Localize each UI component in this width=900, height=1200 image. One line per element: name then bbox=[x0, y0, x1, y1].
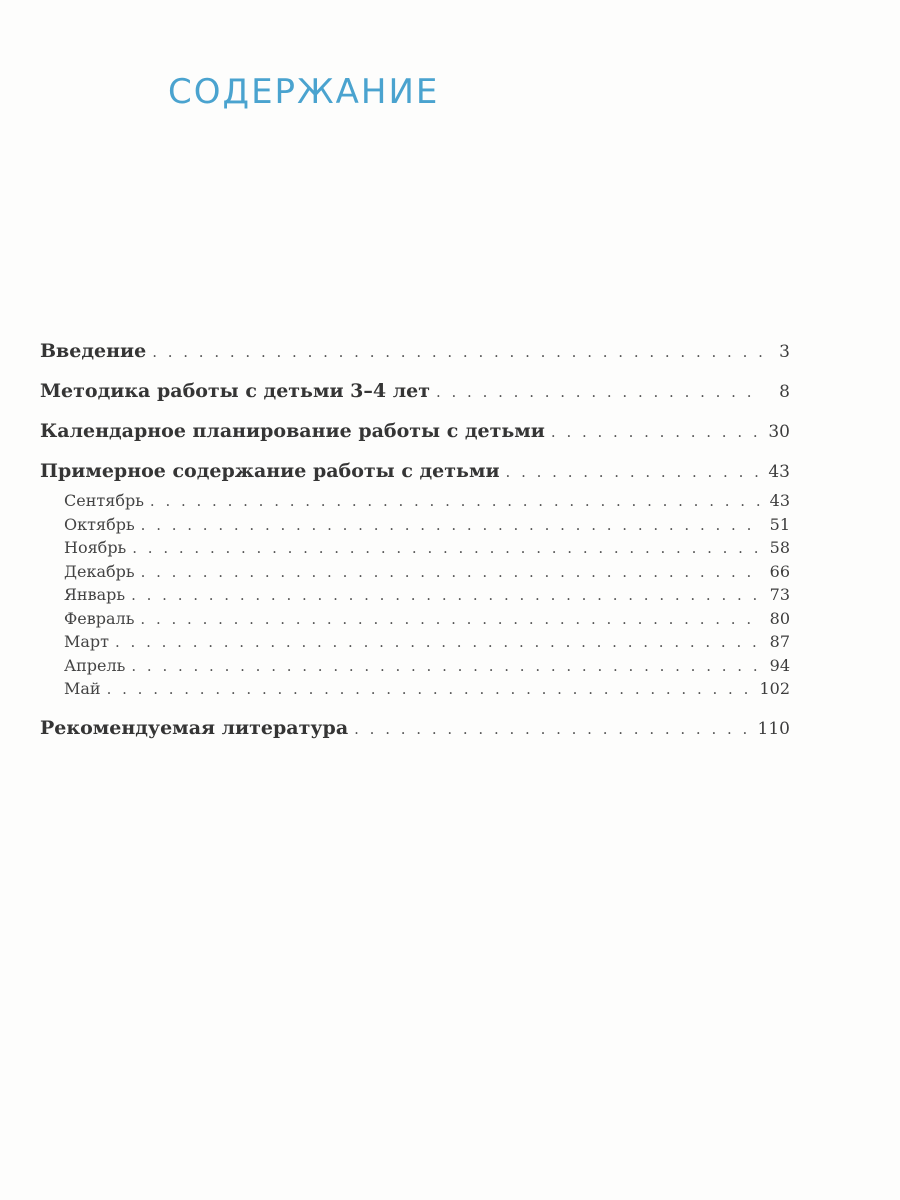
toc-entry-label: Рекомендуемая литература bbox=[40, 716, 349, 739]
toc-subentry-page: 66 bbox=[769, 561, 790, 581]
toc-subentry-label: Декабрь bbox=[64, 561, 135, 581]
dot-leader bbox=[115, 633, 762, 651]
dot-leader bbox=[141, 563, 762, 581]
dot-leader bbox=[131, 657, 762, 675]
dot-leader bbox=[140, 610, 762, 628]
toc-subentry-label: Апрель bbox=[64, 655, 126, 675]
toc-entry-page: 43 bbox=[768, 462, 790, 482]
toc-entry-label: Календарное планирование работы с детьми bbox=[40, 420, 545, 442]
dot-leader bbox=[141, 516, 762, 534]
toc-subentry-page: 73 bbox=[769, 585, 790, 604]
toc-entry-label: Примерное содержание работы с детьми bbox=[40, 460, 500, 482]
toc-subentry-march bbox=[40, 632, 790, 656]
dot-leader bbox=[354, 720, 751, 738]
toc-subentry-page: 94 bbox=[769, 655, 790, 675]
dot-leader bbox=[107, 680, 754, 698]
toc-entry-page: 110 bbox=[757, 718, 790, 739]
toc-subentry-october bbox=[40, 515, 790, 539]
toc-subentry-page: 43 bbox=[769, 491, 790, 510]
toc-entry-literature bbox=[40, 717, 790, 748]
dot-leader bbox=[506, 463, 762, 481]
toc-entry-label: Введение bbox=[40, 340, 147, 362]
toc-subentry-page: 58 bbox=[769, 538, 790, 557]
toc-entry-page: 8 bbox=[779, 382, 790, 402]
toc-entry-page: 3 bbox=[779, 342, 790, 362]
toc-subentry-label: Октябрь bbox=[64, 514, 135, 534]
table-of-contents bbox=[40, 340, 790, 748]
toc-entry-label: Методика работы с детьми 3–4 лет bbox=[40, 380, 430, 402]
dot-leader bbox=[150, 492, 762, 510]
toc-entry-methods bbox=[40, 380, 790, 411]
toc-subentry-label: Январь bbox=[64, 585, 126, 604]
toc-subentry-page: 51 bbox=[769, 514, 790, 534]
toc-subentry-label: Февраль bbox=[64, 608, 135, 628]
toc-subentry-april bbox=[40, 656, 790, 680]
dot-leader bbox=[436, 383, 762, 401]
dot-leader bbox=[152, 343, 762, 361]
toc-subentry-label: Сентябрь bbox=[64, 491, 144, 510]
toc-subentry-page: 80 bbox=[769, 608, 790, 628]
toc-subentry-may bbox=[40, 679, 790, 703]
toc-subentry-label: Ноябрь bbox=[64, 538, 127, 557]
toc-entry-intro bbox=[40, 340, 790, 371]
page-title: СОДЕРЖАНИЕ bbox=[168, 72, 440, 112]
toc-subentry-december bbox=[40, 562, 790, 586]
toc-subentry-february bbox=[40, 609, 790, 633]
toc-subentry-september bbox=[40, 491, 790, 515]
toc-entry-page: 30 bbox=[768, 422, 790, 442]
toc-subentry-page: 87 bbox=[769, 632, 790, 651]
toc-entry-calendar bbox=[40, 420, 790, 451]
toc-subentry-november bbox=[40, 538, 790, 562]
toc-subentry-january bbox=[40, 585, 790, 609]
dot-leader bbox=[551, 423, 762, 441]
toc-subentry-page: 102 bbox=[759, 679, 790, 698]
dot-leader bbox=[131, 586, 762, 604]
dot-leader bbox=[132, 539, 762, 557]
toc-subentry-label: Март bbox=[64, 632, 110, 651]
toc-entry-sample bbox=[40, 460, 790, 491]
toc-subentry-label: Май bbox=[64, 679, 101, 698]
